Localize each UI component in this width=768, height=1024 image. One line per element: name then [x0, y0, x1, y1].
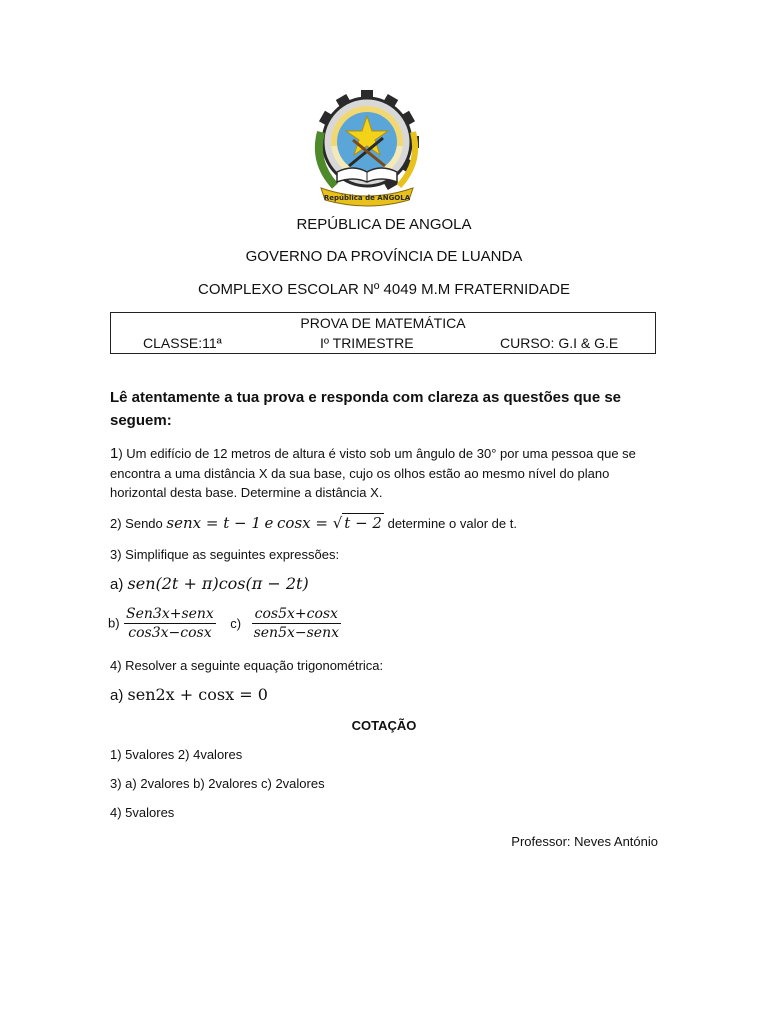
- exam-course: CURSO: G.I & G.E: [500, 335, 619, 351]
- exam-class: CLASSE:11ª: [143, 335, 222, 351]
- exam-term: Iº TRIMESTRE: [320, 335, 414, 351]
- question-3b-fraction: [124, 606, 216, 641]
- question-1: [110, 444, 660, 503]
- question-3c-label: c): [230, 615, 242, 631]
- cotacao-line-3: 4) 5valores: [110, 805, 175, 820]
- question-2-suffix: determine o valor de t.: [387, 516, 517, 531]
- question-4a-expression: sen2x + cosx = 0: [127, 685, 268, 704]
- question-2-and: e: [264, 514, 274, 532]
- question-2: 2) Sendo senx = t − 1 e cosx = √ t − 2 determine o valor de t.: [110, 514, 517, 532]
- professor-signature: Professor: Neves António: [511, 834, 658, 849]
- header-school: COMPLEXO ESCOLAR Nº 4049 M.M FRATERNIDADE: [198, 281, 570, 298]
- question-3b-denominator: cos3x−cosx: [128, 625, 212, 641]
- emblem-ribbon-text: República de ANGOLA: [323, 194, 411, 202]
- cotacao-line-2: 3) a) 2valores b) 2valores c) 2valores: [110, 776, 325, 791]
- question-4-intro: 4) Resolver a seguinte equação trigonométrica:: [110, 658, 384, 673]
- question-3c-fraction: [252, 606, 341, 641]
- cotacao-line-1: 1) 5valores 2) 4valores: [110, 747, 243, 762]
- question-3b-numerator: Sen3x+senx: [126, 606, 214, 622]
- question-2-radicand: t − 2: [344, 514, 382, 532]
- question-4a: [110, 685, 268, 704]
- cotacao-title: COTAÇÃO: [351, 718, 417, 733]
- exam-title: PROVA DE MATEMÁTICA: [300, 315, 466, 331]
- question-3a: [110, 574, 309, 593]
- question-3-intro: 3) Simplifique as seguintes expressões:: [110, 547, 340, 562]
- question-2-eq2: cosx =: [277, 514, 333, 532]
- question-3a-label: a): [110, 576, 124, 593]
- question-1-number: 1: [110, 445, 119, 462]
- question-2-prefix: 2) Sendo: [110, 516, 163, 531]
- header-government: GOVERNO DA PROVÍNCIA DE LUANDA: [245, 248, 523, 265]
- question-3b-label: b): [108, 615, 120, 631]
- question-2-eq1: senx = t − 1: [166, 514, 261, 532]
- question-1-text: ) Um edifício de 12 metros de altura é visto sob um ângulo de 30° por uma pessoa que se encontra a uma distância X da sua base, cujo os olhos estão ao mesmo nível do plano horizontal desta base. Determine a distância X.: [110, 446, 636, 500]
- angola-emblem: [305, 84, 429, 208]
- question-3c-denominator: sen5x−senx: [253, 625, 339, 641]
- instructions: Lê atentamente a tua prova e responda com clareza as questões que se seguem:: [110, 389, 622, 429]
- question-3bc: [108, 606, 341, 641]
- question-3c-numerator: cos5x+cosx: [252, 606, 341, 624]
- header-republic: REPÚBLICA DE ANGOLA: [296, 216, 472, 233]
- exam-info-box: [110, 312, 656, 354]
- question-4a-label: a): [110, 687, 124, 704]
- question-3a-expression: sen(2t + π)cos(π − 2t): [127, 574, 309, 593]
